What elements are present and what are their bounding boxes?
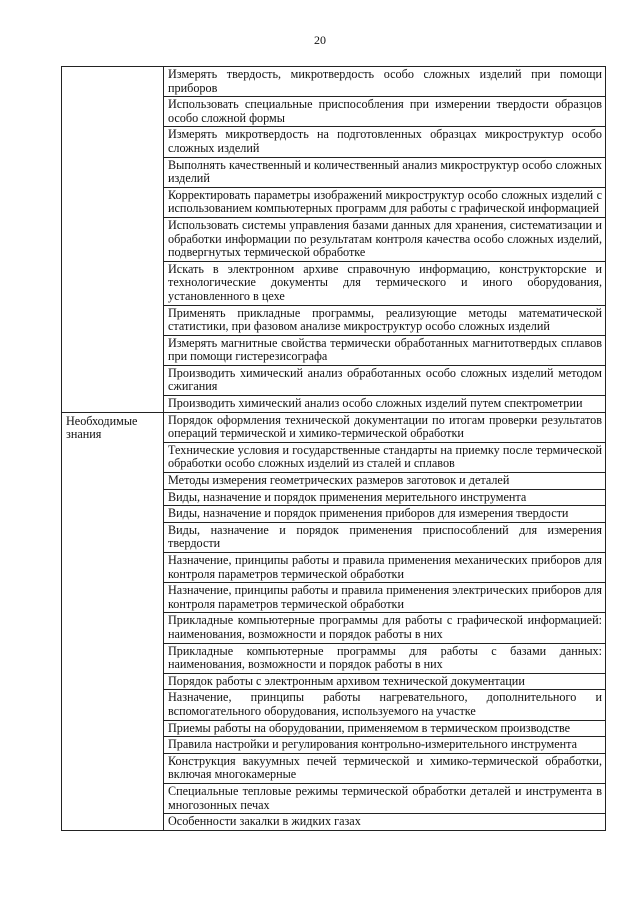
table-cell: Прикладные компьютерные программы для работы с базами данных: наименования, возможности и порядок работы в них bbox=[164, 643, 606, 673]
table-cell: Технические условия и государственные стандарты на приемку после термической обработки особо сложных изделий из сталей и сплавов bbox=[164, 442, 606, 472]
table-cell: Виды, назначение и порядок применения приборов для измерения твердости bbox=[164, 506, 606, 523]
table-cell: Назначение, принципы работы и правила применения электрических приборов для контроля параметров термической обработки bbox=[164, 583, 606, 613]
section-label-cell bbox=[62, 412, 164, 830]
table-cell: Виды, назначение и порядок применения приспособлений для измерения твердости bbox=[164, 522, 606, 552]
table-cell: Специальные тепловые режимы термической обработки деталей и инструмента в многозонных печах bbox=[164, 783, 606, 813]
table-cell: Конструкция вакуумных печей термической и химико-термической обработки, включая многокамерные bbox=[164, 753, 606, 783]
table-cell: Производить химический анализ обработанных особо сложных изделий методом сжигания bbox=[164, 365, 606, 395]
table-cell: Измерять твердость, микротвердость особо сложных изделий при помощи приборов bbox=[164, 67, 606, 97]
table-cell: Приемы работы на оборудовании, применяемом в термическом производстве bbox=[164, 720, 606, 737]
table-cell: Назначение, принципы работы нагревательного, дополнительного и вспомогательного оборудования, используемого на участке bbox=[164, 690, 606, 720]
table-cell: Назначение, принципы работы и правила применения механических приборов для контроля параметров термической обработки bbox=[164, 553, 606, 583]
table-cell: Виды, назначение и порядок применения мерительного инструмента bbox=[164, 489, 606, 506]
table-cell: Применять прикладные программы, реализующие методы математической статистики, при фазовом анализе микроструктур особо сложных изделий bbox=[164, 305, 606, 335]
page-number: 20 bbox=[314, 33, 326, 47]
table-cell: Измерять магнитные свойства термически обработанных магнитотвердых сплавов при помощи гистерезисографа bbox=[164, 335, 606, 365]
table-cell: Прикладные компьютерные программы для работы с графической информацией: наименования, возможности и порядок работы в них bbox=[164, 613, 606, 643]
table-cell: Особенности закалки в жидких газах bbox=[164, 814, 606, 831]
table-cell: Методы измерения геометрических размеров заготовок и деталей bbox=[164, 473, 606, 490]
table-cell: Выполнять качественный и количественный анализ микроструктур особо сложных изделий bbox=[164, 157, 606, 187]
table-cell: Искать в электронном архиве справочную информацию, конструкторские и технологические документы для термического и иного оборудования, установленного в цехе bbox=[164, 261, 606, 305]
section-label bbox=[66, 68, 160, 69]
table-cell: Использовать системы управления базами данных для хранения, систематизации и обработки информации по результатам контроля качества особо сложных изделий, подвергнутых термической обработке bbox=[164, 217, 606, 261]
table-row bbox=[62, 67, 606, 97]
table-cell: Использовать специальные приспособления при измерении твердости образцов особо сложной формы bbox=[164, 97, 606, 127]
section-label-knowledge: Необходимые знания bbox=[66, 413, 138, 442]
table-cell: Производить химический анализ особо сложных изделий путем спектрометрии bbox=[164, 396, 606, 413]
table-cell: Измерять микротвердость на подготовленных образцах микроструктур особо сложных изделий bbox=[164, 127, 606, 157]
section-label-cell bbox=[62, 67, 164, 413]
table-cell: Правила настройки и регулирования контрольно-измерительного инструмента bbox=[164, 737, 606, 754]
table-cell: Порядок оформления технической документации по итогам проверки результатов операций термической и химико-термической обработки bbox=[164, 412, 606, 442]
table-cell: Корректировать параметры изображений микроструктур особо сложных изделий с использованием компьютерных программ для работы с графической информацией bbox=[164, 187, 606, 217]
table-cell: Порядок работы с электронным архивом технической документации bbox=[164, 673, 606, 690]
table-row bbox=[62, 412, 606, 442]
skills-table bbox=[61, 66, 606, 831]
